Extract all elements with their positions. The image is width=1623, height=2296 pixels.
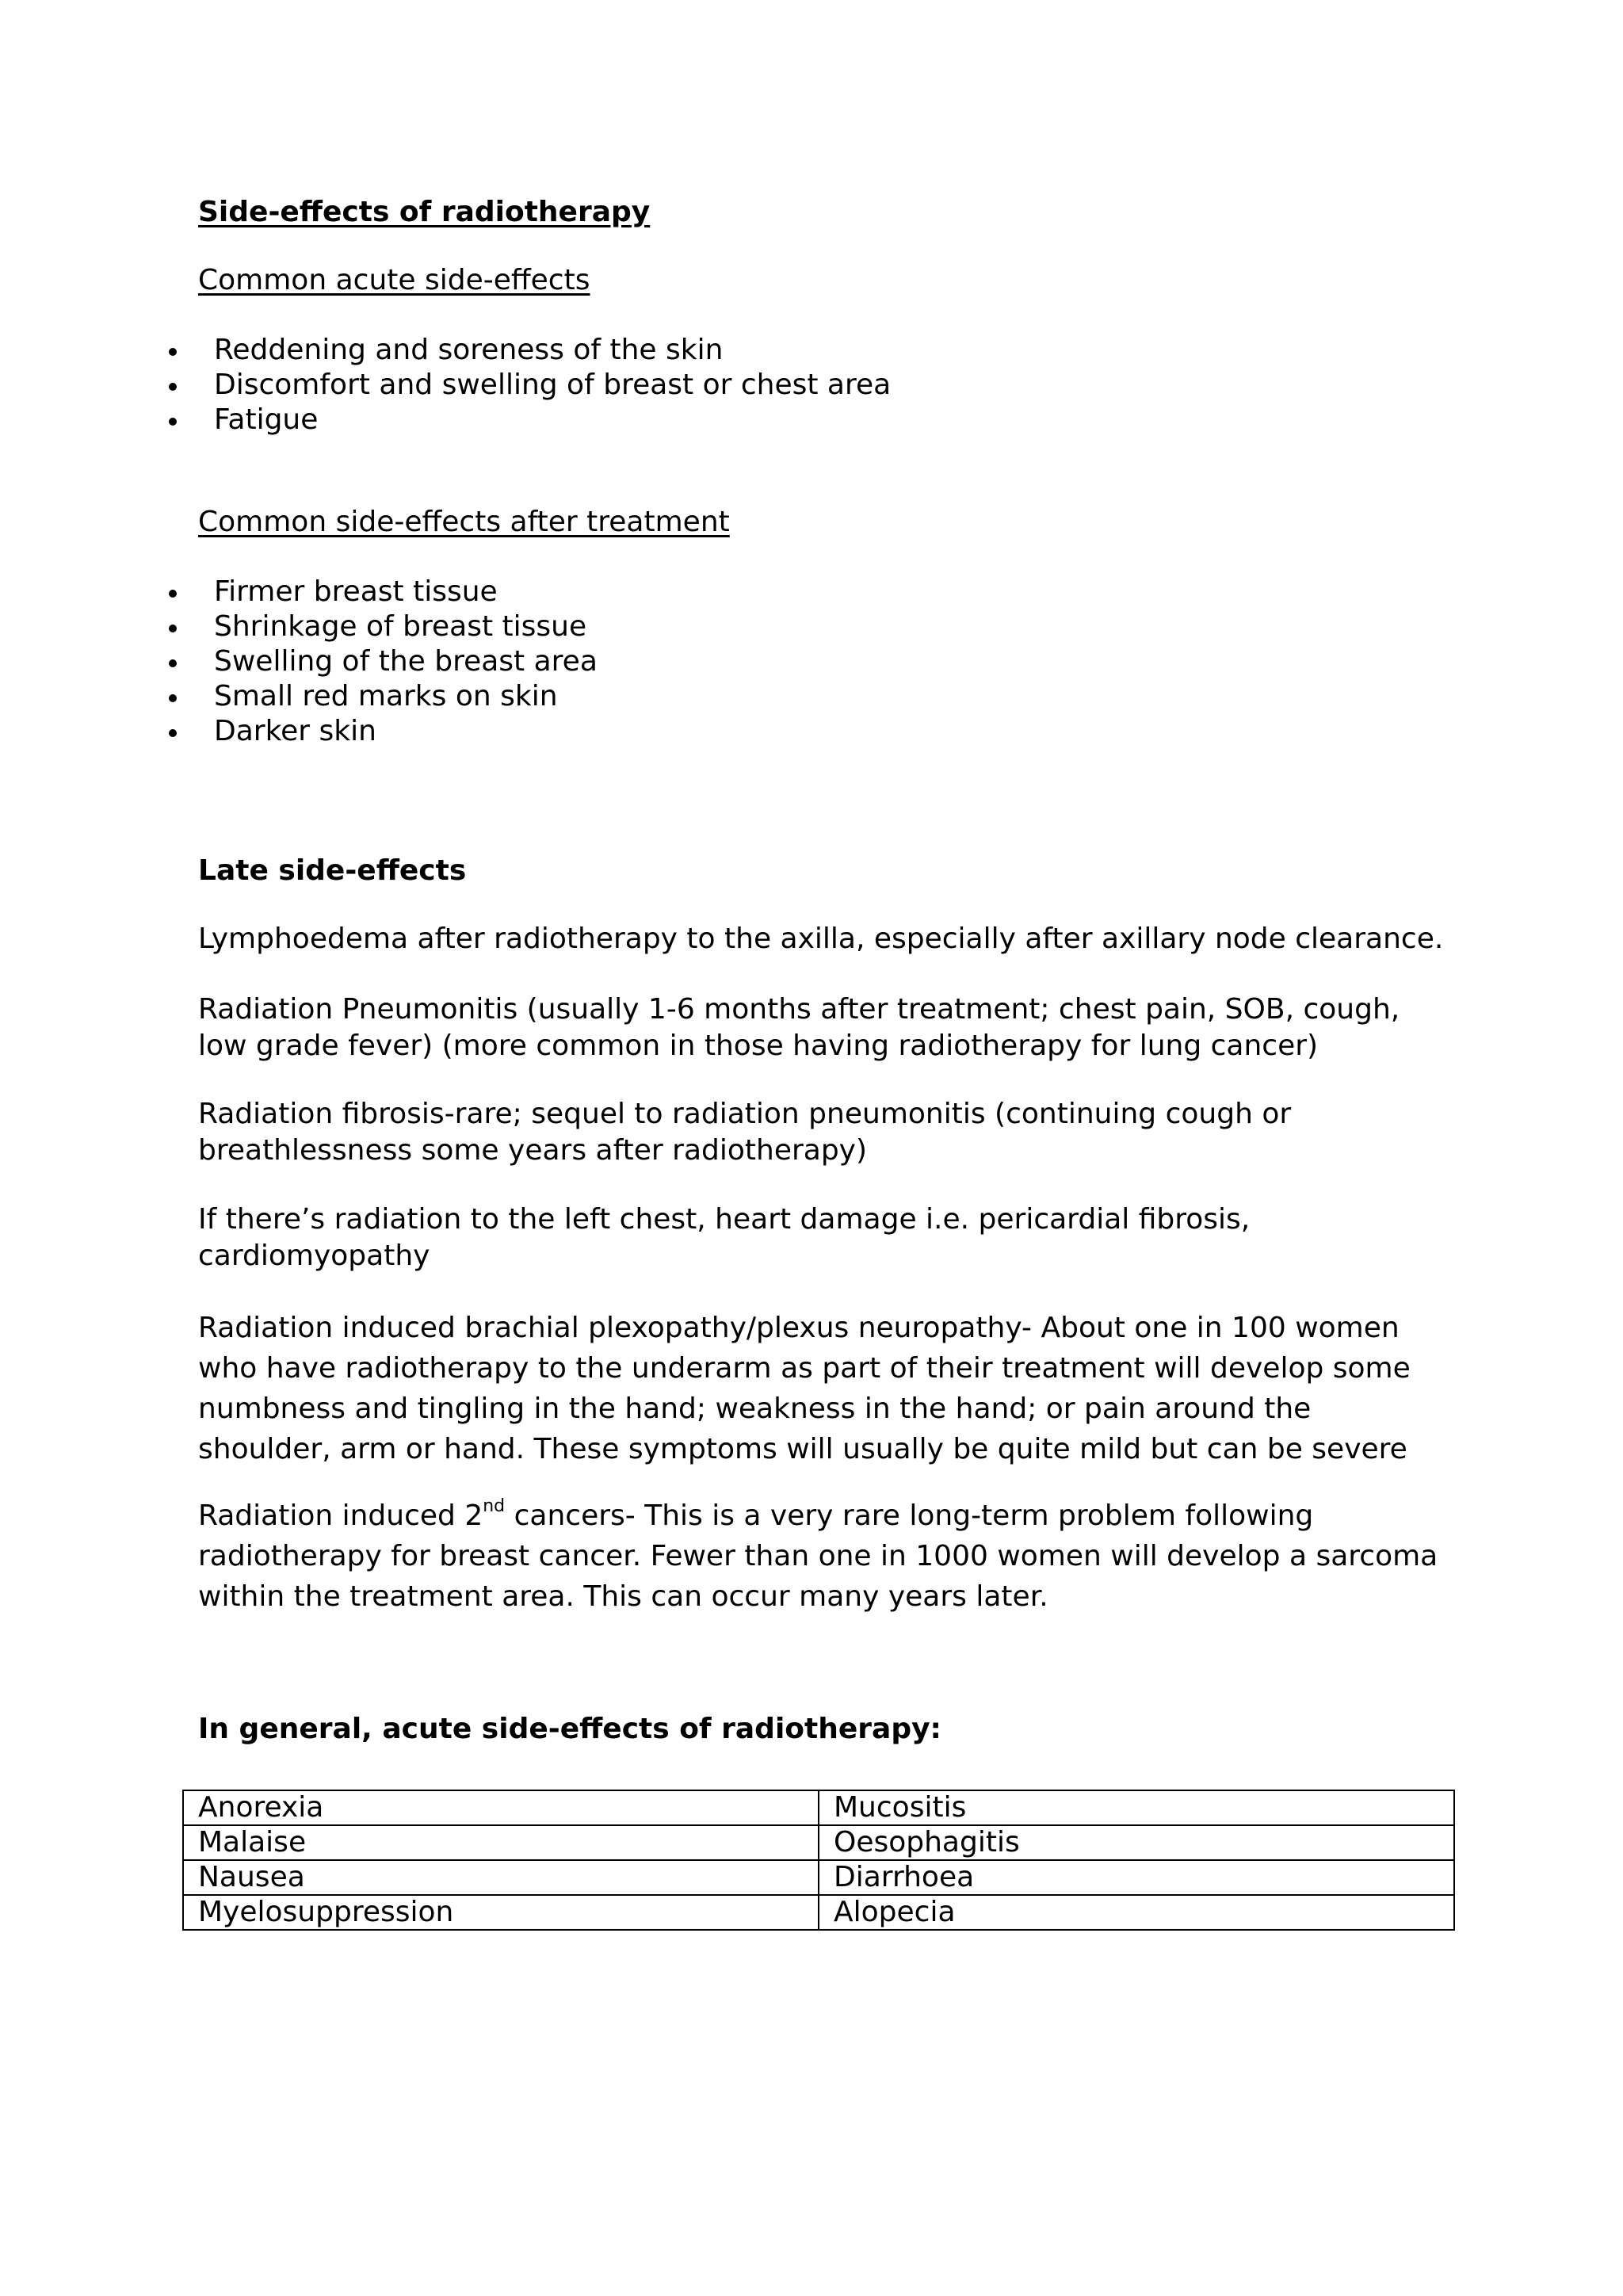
list-item: Fatigue bbox=[162, 403, 891, 437]
table-cell: Alopecia bbox=[819, 1895, 1454, 1930]
late-paragraph-second-cancers bbox=[198, 1496, 1450, 1617]
table-row bbox=[183, 1860, 1454, 1895]
table-cell: Nausea bbox=[183, 1860, 819, 1895]
late-heading: Late side-effects bbox=[198, 854, 467, 887]
late-paragraph-lymphoedema: Lymphoedema after radiotherapy to the axilla, especially after axillary node clearance. bbox=[198, 923, 1444, 955]
table-cell: Oesophagitis bbox=[819, 1825, 1454, 1860]
list-item: Discomfort and swelling of breast or chest area bbox=[162, 368, 891, 403]
list-item: Darker skin bbox=[162, 714, 598, 749]
acute-list bbox=[162, 333, 891, 437]
acute-effects-table bbox=[182, 1790, 1455, 1931]
list-item: Shrinkage of breast tissue bbox=[162, 609, 598, 644]
list-item: Firmer breast tissue bbox=[162, 575, 598, 609]
list-item: Small red marks on skin bbox=[162, 679, 598, 714]
table-cell: Mucositis bbox=[819, 1790, 1454, 1825]
page-title: Side-effects of radiotherapy bbox=[198, 196, 651, 228]
late-paragraph-pneumonitis: Radiation Pneumonitis (usually 1-6 months after treatment; chest pain, SOB, cough, low grade fever) (more common in those having radiotherapy for lung cancer) bbox=[198, 993, 1400, 1062]
acute-heading: Common acute side-effects bbox=[198, 264, 590, 296]
late-paragraph-fibrosis: Radiation fibrosis-rare; sequel to radiation pneumonitis (continuing cough or breathlessness some years after radiotherapy) bbox=[198, 1098, 1292, 1167]
second-cancer-suffix: cancers- This is a very rare long-term problem following radiotherapy for breast cancer. Fewer than one in 1000 women will develop a sarcoma within the treatment area. This can occur many years later. bbox=[198, 1499, 1438, 1613]
second-cancer-superscript: nd bbox=[483, 1496, 506, 1516]
list-item: Reddening and soreness of the skin bbox=[162, 333, 891, 368]
table-row bbox=[183, 1790, 1454, 1825]
table-cell: Myelosuppression bbox=[183, 1895, 819, 1930]
general-heading: In general, acute side-effects of radiotherapy: bbox=[198, 1713, 941, 1745]
second-cancer-prefix: Radiation induced 2 bbox=[198, 1499, 483, 1532]
after-heading: Common side-effects after treatment bbox=[198, 506, 730, 538]
table-cell: Diarrhoea bbox=[819, 1860, 1454, 1895]
table-cell: Malaise bbox=[183, 1825, 819, 1860]
table-row bbox=[183, 1895, 1454, 1930]
late-paragraph-heart: If there’s radiation to the left chest, heart damage i.e. pericardial fibrosis, cardiomyopathy bbox=[198, 1203, 1251, 1272]
table-row bbox=[183, 1825, 1454, 1860]
list-item: Swelling of the breast area bbox=[162, 644, 598, 679]
table-cell: Anorexia bbox=[183, 1790, 819, 1825]
after-list bbox=[162, 575, 598, 749]
late-paragraph-plexopathy: Radiation induced brachial plexopathy/plexus neuropathy- About one in 100 women who have radiotherapy to the underarm as part of their treatment will develop some numbness and tingling in the hand; weakness in the hand; or pain around the shoulder, arm or hand. These symptoms will usually be quite mild but can be severe bbox=[198, 1312, 1411, 1465]
